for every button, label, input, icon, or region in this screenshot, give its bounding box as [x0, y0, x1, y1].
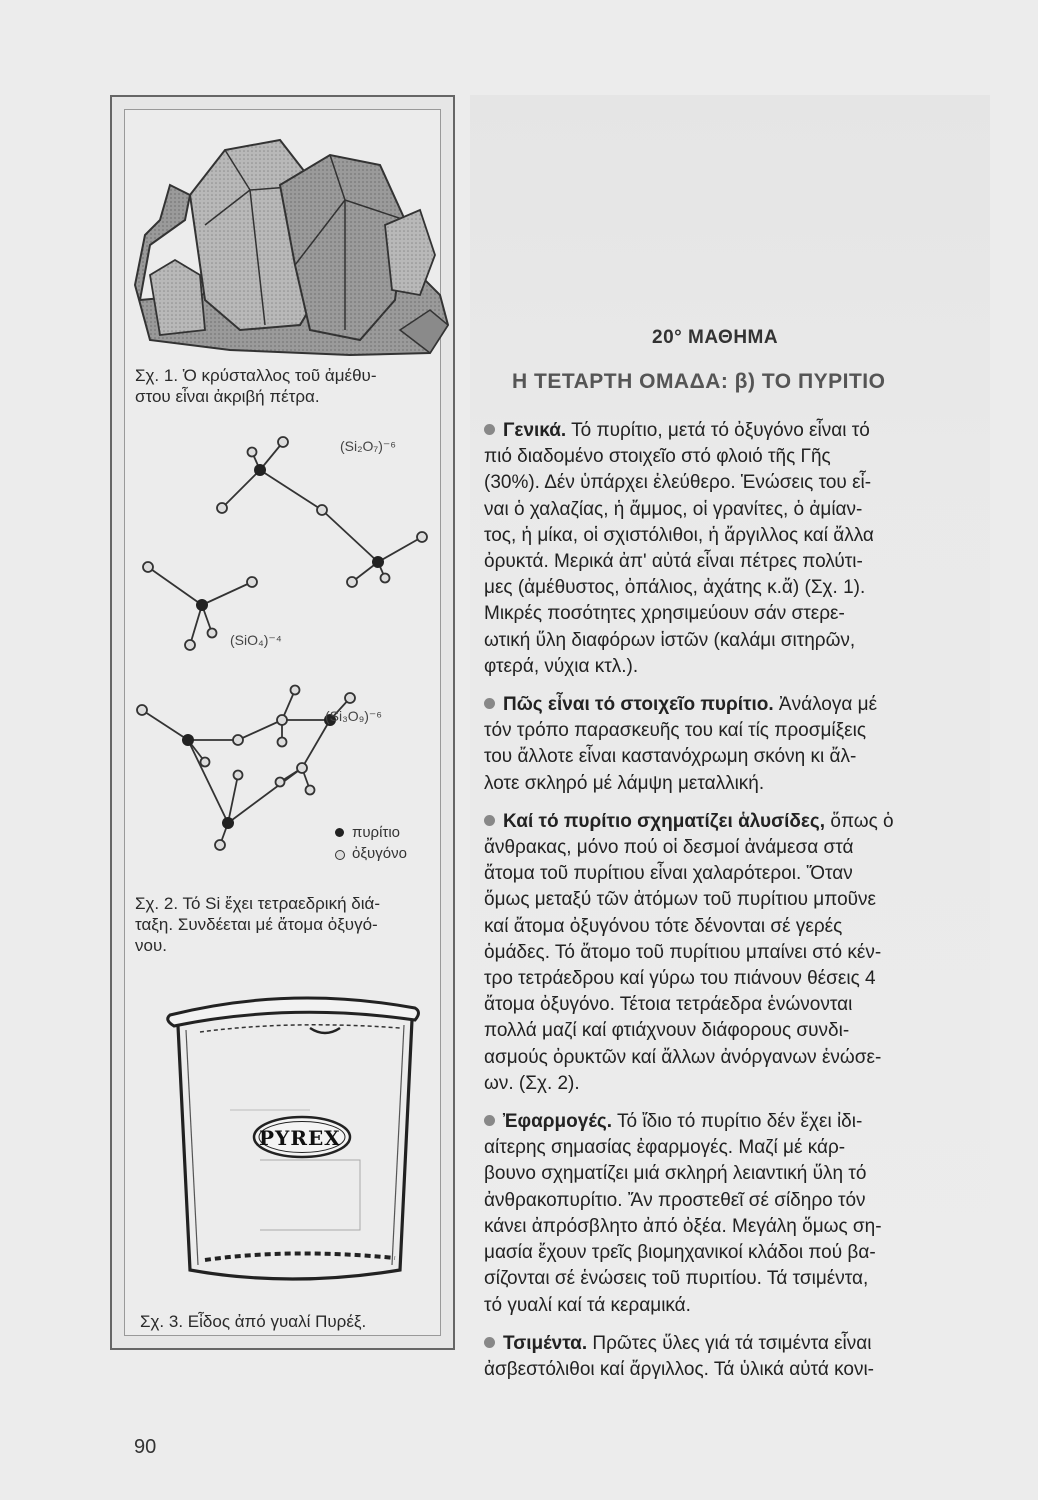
paragraph-line-text: κάνει ἀπρόσβλητο ἀπό ὀξέα. Μεγάλη ὅμως ση-	[484, 1215, 882, 1237]
paragraph-line	[484, 966, 979, 992]
paragraph-line-text: ἀνθρακοπυρίτιο. Ἄν προστεθεῖ σέ σίδηρο τόν	[484, 1189, 866, 1211]
paragraph-line	[484, 1018, 979, 1044]
paragraph-line	[484, 887, 979, 913]
paragraph-line	[484, 1266, 979, 1292]
paragraph-line-text: βουνο σχηματίζει μιά σκληρή λειαντική ὕλη τό	[484, 1163, 867, 1185]
legend-silicon-label: πυρίτιο	[352, 824, 401, 841]
figure-3-caption: Σχ. 3. Εἶδος ἀπό γυαλί Πυρέξ.	[140, 1312, 367, 1331]
body-text	[484, 418, 979, 1383]
paragraph-line	[484, 601, 979, 627]
paragraph-line-text: ὀρυκτά. Μερικά ἀπ' αὐτά εἶναι πέτρες πολύτι-	[484, 551, 863, 573]
paragraph-line-text: μες (ἀμέθυστος, ὀπάλιος, ἀχάτης κ.ἄ) (Σχ. 1).	[484, 577, 866, 599]
paragraph-line-text: ναι ὁ χαλαζίας, ἡ ἄμμος, οἱ γρανίτες, ὁ ἀμίαν-	[484, 498, 863, 520]
paragraph-line-text: σίζονται σέ ἑνώσεις τοῦ πυριτίου. Τά τσιμέντα,	[484, 1268, 869, 1290]
section-heading: Καί τό πυρίτιο σχηματίζει ἁλυσίδες,	[503, 810, 826, 832]
silicon-legend-marker	[335, 828, 344, 837]
paragraph-line-text: πολλά μαζί καί φτιάχνουν διάφορους συνδι-	[484, 1020, 850, 1042]
section-heading: Γενικά.	[503, 420, 567, 441]
paragraph-line-text: ἄνθρακας, μόνο πού οἱ δεσμοί ἀνάμεσα στά	[484, 837, 854, 859]
formula-si2o7: (Si₂O₇)⁻⁶	[340, 438, 397, 454]
paragraph-line-text: Ἀνάλογα μέ	[773, 694, 878, 716]
paragraph-line-text: τρο τετράεδρου καί γύρω του πιάνουν θέσεις 4	[484, 968, 876, 990]
section-heading: Πῶς εἶναι τό στοιχεῖο πυρίτιο.	[503, 694, 774, 716]
paragraph-line-text: καί ἄτομα ὀξυγόνου τότε δένονται σέ γερές	[484, 915, 843, 937]
section-paragraph	[484, 692, 979, 797]
paragraph-line-text: πιό διαδομένο στοιχεῖο στό φλοιό τῆς Γῆς	[484, 446, 831, 468]
paragraph-line	[484, 1109, 979, 1135]
figure-2-caption-line-2: ταξη. Συνδέεται μέ ἄτομα ὀξυγό-	[135, 915, 378, 934]
paragraph-line	[484, 1240, 979, 1266]
paragraph-line	[484, 940, 979, 966]
lesson-title: Η ΤΕΤΑΡΤΗ ΟΜΑΔΑ: β) ΤΟ ΠΥΡΙΤΙΟ	[512, 370, 886, 393]
paragraph-line-text: ὅπως ὁ	[825, 810, 894, 832]
paragraph-line	[484, 692, 979, 718]
figure-1-caption-line-1: Σχ. 1. Ὁ κρύσταλλος τοῦ ἀμέθυ-	[135, 366, 377, 385]
formula-sio4: (SiO₄)⁻⁴	[230, 632, 282, 648]
paragraph-line-text: τόν τρόπο παρασκευῆς του καί τίς προσμίξεις	[484, 720, 866, 742]
formula-si3o9: (Si₃O₉)⁻⁶	[325, 708, 383, 724]
paragraph-line	[484, 771, 979, 797]
section-heading: Τσιμέντα.	[503, 1332, 588, 1354]
paragraph-line-text: ὁμάδες. Τό ἄτομο τοῦ πυρίτιου μπαίνει στό κέν-	[484, 941, 882, 963]
amethyst-crystal-illustration	[130, 125, 450, 360]
paragraph-line	[484, 744, 979, 770]
paragraph-line	[484, 1135, 979, 1161]
paragraph-line	[484, 549, 979, 575]
bullet-icon	[484, 1337, 495, 1348]
paragraph-line	[484, 809, 979, 835]
bullet-icon	[484, 698, 495, 709]
bullet-icon	[484, 424, 495, 435]
paragraph-line	[484, 1045, 979, 1071]
paragraph-line-text: του ἄλλοτε εἶναι καστανόχρωμη σκόνη κι ἄλ-	[484, 746, 857, 768]
paragraph-line-text: Μικρές ποσότητες χρησιμεύουν σάν στερε-	[484, 603, 845, 625]
paragraph-line-text: Τό πυρίτιο, μετά τό ὀξυγόνο εἶναι τό	[566, 420, 870, 441]
silicate-structure-diagram	[130, 430, 450, 870]
paragraph-line	[484, 1214, 979, 1240]
paragraph-line	[484, 1071, 979, 1097]
paragraph-line-text: Πρῶτες ὕλες γιά τά τσιμέντα εἶναι	[587, 1332, 872, 1354]
paragraph-line	[484, 497, 979, 523]
paragraph-line-text: Τό ἴδιο τό πυρίτιο δέν ἔχει ἰδι-	[612, 1111, 863, 1133]
oxygen-legend-marker	[335, 850, 345, 860]
lesson-number: 20° ΜΑΘΗΜΑ	[652, 327, 779, 348]
paragraph-line-text: μασία ἔχουν τρεῖς βιομηχανικοί κλάδοι πού βα-	[484, 1242, 876, 1264]
paragraph-line	[484, 992, 979, 1018]
paragraph-line-text: τό γυαλί καί τά κεραμικά.	[484, 1294, 691, 1316]
paragraph-line-text: (30%). Δέν ὑπάρχει ἐλεύθερο. Ἑνώσεις του εἶ-	[484, 472, 872, 494]
page-number: 90	[134, 1436, 157, 1458]
paragraph-line-text: ωτική ὕλη διαφόρων ἱστῶν (καλάμι σιτηρῶν,	[484, 629, 856, 651]
paragraph-line	[484, 718, 979, 744]
paragraph-line	[484, 861, 979, 887]
section-heading: Ἐφαρμογές.	[503, 1111, 613, 1133]
section-paragraph	[484, 1109, 979, 1319]
figure-1-caption-line-2: στου εἶναι ἀκριβή πέτρα.	[135, 387, 320, 406]
bullet-icon	[484, 815, 495, 826]
paragraph-line-text: ων. (Σχ. 2).	[484, 1072, 580, 1094]
paragraph-line	[484, 470, 979, 496]
paragraph-line-text: ἀσβεστόλιθοι καί ἄργιλλος. Τά ὑλικά αὐτά κονι-	[484, 1358, 875, 1380]
paragraph-line	[484, 1293, 979, 1319]
paragraph-line	[484, 1161, 979, 1187]
paragraph-line-text: αίτερης σημασίας ἐφαρμογές. Μαζί μέ κάρ-	[484, 1137, 846, 1159]
pyrex-logo-text: PYREX	[259, 1126, 341, 1150]
paragraph-line	[484, 914, 979, 940]
paragraph-line	[484, 628, 979, 654]
paragraph-line	[484, 418, 979, 444]
paragraph-line	[484, 654, 979, 680]
section-paragraph	[484, 1331, 979, 1383]
paragraph-line	[484, 1331, 979, 1357]
section-paragraph	[484, 809, 979, 1097]
paragraph-line	[484, 1357, 979, 1383]
figure-2-caption-line-1: Σχ. 2. Τό Si ἔχει τετραεδρική διά-	[135, 894, 380, 913]
paragraph-line-text: ασμούς ὀρυκτῶν καί ἄλλων ἀνόργανων ἑνώσε-	[484, 1046, 882, 1068]
paragraph-line	[484, 575, 979, 601]
paragraph-line-text: τος, ἡ μίκα, οἱ σχιστόλιθοι, ἡ ἄργιλλος καί ἄλλα	[484, 524, 874, 546]
paragraph-line-text: ὅμως μεταξύ τῶν ἀτόμων τοῦ πυρίτιου μποῦνε	[484, 889, 877, 911]
paragraph-line	[484, 444, 979, 470]
paragraph-line-text: ἄτομα τοῦ πυρίτιου εἶναι χαλαρότεροι. Ὅταν	[484, 863, 853, 885]
legend-oxygen-label: ὀξυγόνο	[352, 845, 407, 862]
bullet-icon	[484, 1115, 495, 1126]
sections-container	[484, 418, 979, 1383]
paragraph-line	[484, 835, 979, 861]
paragraph-line	[484, 1188, 979, 1214]
section-paragraph	[484, 418, 979, 680]
paragraph-line-text: φτερά, νύχια κτλ.).	[484, 655, 639, 677]
figure-2-caption-line-3: νου.	[135, 936, 167, 955]
paragraph-line-text: λοτε σκληρό μέ λάμψη μεταλλική.	[484, 772, 765, 794]
paragraph-line-text: ἄτομα ὀξυγόνο. Τέτοια τετράεδρα ἑνώνονται	[484, 994, 853, 1016]
paragraph-line	[484, 523, 979, 549]
